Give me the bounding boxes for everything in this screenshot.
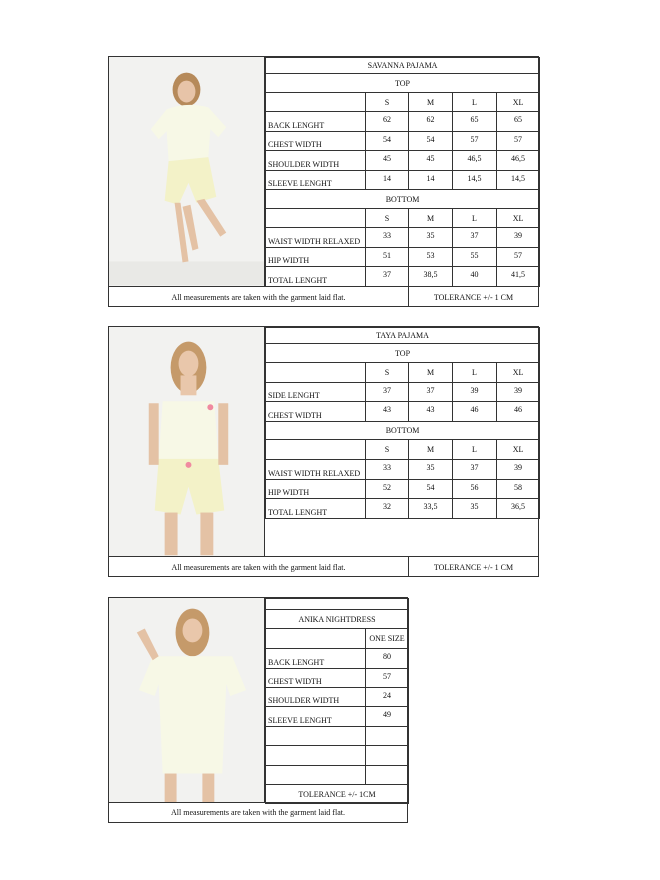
row-label: BACK LENGHT bbox=[266, 112, 366, 132]
cell-value: 43 bbox=[409, 402, 453, 422]
size-header-xl: XL bbox=[497, 93, 540, 112]
cell-value: 41,5 bbox=[497, 267, 540, 287]
taya-top-header-blank bbox=[266, 363, 366, 383]
savanna-size-table bbox=[265, 57, 540, 287]
cell-value: 58 bbox=[497, 480, 540, 499]
row-label: CHEST WIDTH bbox=[266, 132, 366, 151]
size-header-m: M bbox=[409, 93, 453, 112]
anika-size-table bbox=[265, 598, 409, 804]
cell-value: 36,5 bbox=[497, 499, 540, 519]
cell-value: 45 bbox=[366, 151, 409, 171]
row-label: TOTAL LENGHT bbox=[266, 499, 366, 519]
cell-value: 24 bbox=[366, 688, 409, 707]
size-header-xl: XL bbox=[497, 363, 540, 383]
cell-value: 46 bbox=[497, 402, 540, 422]
table-row bbox=[266, 151, 540, 171]
cell-value: 14 bbox=[409, 171, 453, 190]
cell-value: 32 bbox=[366, 499, 409, 519]
cell-value: 43 bbox=[366, 402, 409, 422]
cell-value: 54 bbox=[409, 132, 453, 151]
cell-value: 65 bbox=[453, 112, 497, 132]
anika-measurement-note: All measurements are taken with the garment laid flat. bbox=[171, 808, 345, 817]
cell-value: 52 bbox=[366, 480, 409, 499]
cell-value: 46 bbox=[453, 402, 497, 422]
cell-value: 65 bbox=[497, 112, 540, 132]
taya-top-heading: TOP bbox=[266, 344, 540, 363]
cell-value: 14,5 bbox=[453, 171, 497, 190]
table-row bbox=[266, 248, 540, 267]
size-header-l: L bbox=[453, 209, 497, 228]
size-header-s: S bbox=[366, 363, 409, 383]
row-label: SHOULDER WIDTH bbox=[266, 688, 366, 707]
cell-value: 39 bbox=[497, 383, 540, 402]
table-row bbox=[266, 228, 540, 248]
row-label: HIP WIDTH bbox=[266, 248, 366, 267]
anika-header-blank bbox=[266, 629, 366, 649]
cell-value: 39 bbox=[453, 383, 497, 402]
table-row bbox=[266, 383, 540, 402]
savanna-bottom-header-blank bbox=[266, 209, 366, 228]
table-row bbox=[266, 267, 540, 287]
cell-value: 45 bbox=[409, 151, 453, 171]
size-header-xl: XL bbox=[497, 209, 540, 228]
savanna-title: SAVANNA PAJAMA bbox=[266, 58, 540, 74]
row-label: WAIST WIDTH RELAXED bbox=[266, 228, 366, 248]
savanna-top-header-blank bbox=[266, 93, 366, 112]
anika-top-blank-row bbox=[266, 599, 409, 610]
cell-value: 57 bbox=[366, 669, 409, 688]
row-label: CHEST WIDTH bbox=[266, 402, 366, 422]
cell-value: 57 bbox=[453, 132, 497, 151]
row-label: CHEST WIDTH bbox=[266, 669, 366, 688]
savanna-measurement-note: All measurements are taken with the garment laid flat. bbox=[171, 292, 346, 302]
row-label: BACK LENGHT bbox=[266, 649, 366, 669]
table-row bbox=[266, 499, 540, 519]
cell-value: 37 bbox=[366, 267, 409, 287]
row-label: HIP WIDTH bbox=[266, 480, 366, 499]
row-label: SLEEVE LENGHT bbox=[266, 707, 366, 727]
savanna-top-heading: TOP bbox=[266, 74, 540, 93]
size-header-xl: XL bbox=[497, 440, 540, 460]
taya-size-card bbox=[108, 326, 539, 577]
cell-value: 62 bbox=[366, 112, 409, 132]
savanna-model-photo bbox=[109, 57, 265, 286]
model-photo-illustration bbox=[109, 57, 264, 286]
size-header-l: L bbox=[453, 93, 497, 112]
size-header-l: L bbox=[453, 440, 497, 460]
size-header-l: L bbox=[453, 363, 497, 383]
empty-cell bbox=[366, 727, 409, 746]
savanna-size-card bbox=[108, 56, 539, 307]
taya-tolerance: TOLERANCE +/- 1 CM bbox=[433, 562, 514, 572]
taya-measurement-note: All measurements are taken with the garment laid flat. bbox=[171, 562, 346, 572]
anika-tolerance: TOLERANCE +/- 1CM bbox=[266, 785, 409, 804]
cell-value: 55 bbox=[453, 248, 497, 267]
size-header-s: S bbox=[366, 93, 409, 112]
table-row bbox=[266, 171, 540, 190]
cell-value: 14 bbox=[366, 171, 409, 190]
cell-value: 39 bbox=[497, 460, 540, 480]
cell-value: 46,5 bbox=[453, 151, 497, 171]
savanna-tolerance: TOLERANCE +/- 1 CM bbox=[433, 292, 514, 302]
savanna-bottom-heading: BOTTOM bbox=[266, 190, 540, 209]
cell-value: 62 bbox=[409, 112, 453, 132]
cell-value: 80 bbox=[366, 649, 409, 669]
size-header-one-size: ONE SIZE bbox=[366, 629, 409, 649]
anika-title: ANIKA NIGHTDRESS bbox=[266, 610, 409, 629]
cell-value: 57 bbox=[497, 248, 540, 267]
cell-value: 39 bbox=[497, 228, 540, 248]
cell-value: 35 bbox=[409, 460, 453, 480]
cell-value: 51 bbox=[366, 248, 409, 267]
taya-model-photo bbox=[109, 327, 265, 556]
cell-value: 35 bbox=[409, 228, 453, 248]
empty-cell bbox=[366, 766, 409, 785]
cell-value: 49 bbox=[366, 707, 409, 727]
size-header-m: M bbox=[409, 363, 453, 383]
row-label: SHOULDER WIDTH bbox=[266, 151, 366, 171]
anika-size-card bbox=[108, 597, 408, 823]
row-label: SIDE LENGHT bbox=[266, 383, 366, 402]
cell-value: 38,5 bbox=[409, 267, 453, 287]
cell-value: 56 bbox=[453, 480, 497, 499]
cell-value: 54 bbox=[409, 480, 453, 499]
empty-cell bbox=[266, 727, 366, 746]
taya-size-table bbox=[265, 327, 540, 519]
cell-value: 33 bbox=[366, 228, 409, 248]
cell-value: 37 bbox=[366, 383, 409, 402]
table-row bbox=[266, 460, 540, 480]
cell-value: 46,5 bbox=[497, 151, 540, 171]
table-row bbox=[266, 132, 540, 151]
table-row bbox=[266, 112, 540, 132]
empty-cell bbox=[266, 766, 366, 785]
table-row bbox=[266, 707, 409, 727]
cell-value: 14,5 bbox=[497, 171, 540, 190]
cell-value: 54 bbox=[366, 132, 409, 151]
row-label: SLEEVE LENGHT bbox=[266, 171, 366, 190]
model-photo-illustration bbox=[109, 598, 264, 803]
taya-bottom-heading: BOTTOM bbox=[266, 422, 540, 440]
row-label: WAIST WIDTH RELAXED bbox=[266, 460, 366, 480]
taya-title: TAYA PAJAMA bbox=[266, 328, 540, 344]
cell-value: 37 bbox=[409, 383, 453, 402]
empty-cell bbox=[366, 746, 409, 766]
cell-value: 40 bbox=[453, 267, 497, 287]
table-row bbox=[266, 688, 409, 707]
table-row bbox=[266, 480, 540, 499]
table-row bbox=[266, 402, 540, 422]
cell-value: 33 bbox=[366, 460, 409, 480]
table-row bbox=[266, 669, 409, 688]
size-header-m: M bbox=[409, 209, 453, 228]
cell-value: 57 bbox=[497, 132, 540, 151]
cell-value: 33,5 bbox=[409, 499, 453, 519]
cell-value: 53 bbox=[409, 248, 453, 267]
table-row bbox=[266, 649, 409, 669]
taya-bottom-header-blank bbox=[266, 440, 366, 460]
size-header-s: S bbox=[366, 440, 409, 460]
cell-value: 37 bbox=[453, 228, 497, 248]
model-photo-illustration bbox=[109, 327, 264, 556]
anika-model-photo bbox=[109, 598, 265, 803]
cell-value: 35 bbox=[453, 499, 497, 519]
empty-cell bbox=[266, 746, 366, 766]
size-header-s: S bbox=[366, 209, 409, 228]
row-label: TOTAL LENGHT bbox=[266, 267, 366, 287]
size-header-m: M bbox=[409, 440, 453, 460]
cell-value: 37 bbox=[453, 460, 497, 480]
